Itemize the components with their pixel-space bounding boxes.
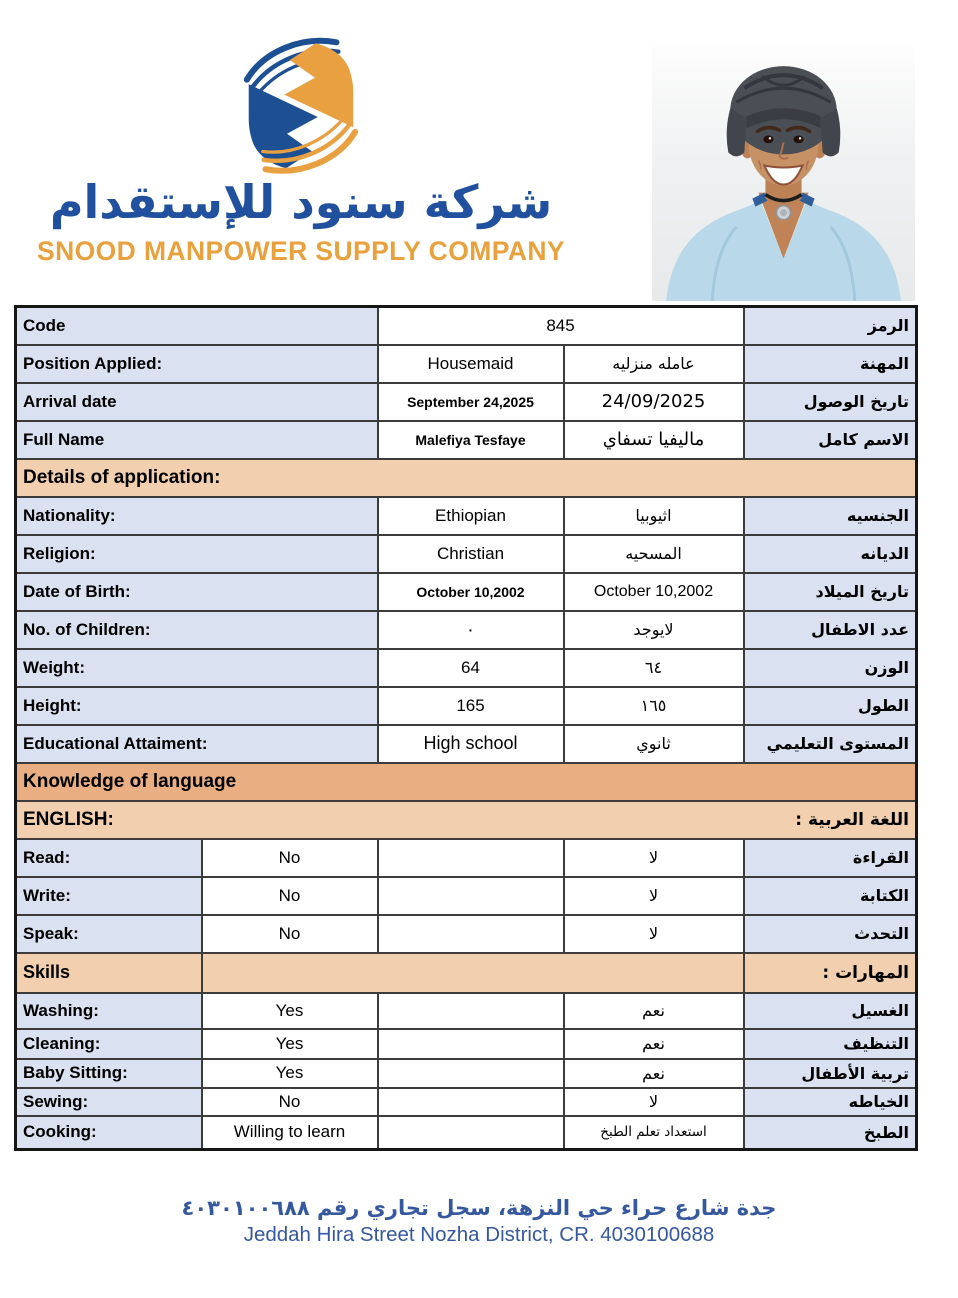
company-name-english: SNOOD MANPOWER SUPPLY COMPANY xyxy=(37,235,565,266)
field-label-ar: الوزن xyxy=(744,649,917,687)
field-label-ar: الغسيل xyxy=(744,993,917,1029)
table-row xyxy=(16,307,917,345)
applicant-photo xyxy=(652,46,915,301)
field-value-en: ٠ xyxy=(378,611,564,649)
field-value-ar: نعم xyxy=(564,993,744,1029)
field-value-ar: لايوجد xyxy=(564,611,744,649)
field-label-ar: الديانه xyxy=(744,535,917,573)
field-label-ar: المهنة xyxy=(744,345,917,383)
field-label: Full Name xyxy=(16,421,378,459)
field-value-en: Yes xyxy=(202,993,378,1029)
table-row xyxy=(16,1059,917,1088)
field-label-ar: التنظيف xyxy=(744,1029,917,1059)
applicant-details-table xyxy=(14,305,918,1151)
field-label: Height: xyxy=(16,687,378,725)
field-label: No. of Children: xyxy=(16,611,378,649)
section-row xyxy=(16,763,917,801)
field-value-en: Malefiya Tesfaye xyxy=(378,421,564,459)
table-row xyxy=(16,383,917,421)
empty-cell xyxy=(378,1029,564,1059)
field-label: Code xyxy=(16,307,378,345)
field-value-en: Willing to learn xyxy=(202,1116,378,1150)
table-row xyxy=(16,993,917,1029)
table-row xyxy=(16,345,917,383)
table-row xyxy=(16,535,917,573)
skills-header-ar: المهارات : xyxy=(744,953,917,993)
empty-cell xyxy=(378,1088,564,1116)
field-value-en: Ethiopian xyxy=(378,497,564,535)
field-value-ar: اثيوبيا xyxy=(564,497,744,535)
skills-header-spacer xyxy=(202,953,744,993)
table-row xyxy=(16,497,917,535)
field-label: Speak: xyxy=(16,915,202,953)
footer-address-english: Jeddah Hira Street Nozha District, CR. 4030100688 xyxy=(243,1223,715,1246)
field-value-ar: استعداد تعلم الطبخ xyxy=(564,1116,744,1150)
table-row xyxy=(16,1029,917,1059)
field-value-ar: ماليفيا تسفاي xyxy=(564,421,744,459)
field-label: Weight: xyxy=(16,649,378,687)
field-value-ar: ٦٤ xyxy=(564,649,744,687)
field-value-ar: 24/09/2025 xyxy=(564,383,744,421)
section-row xyxy=(16,953,917,993)
field-value-en: Housemaid xyxy=(378,345,564,383)
field-value: 845 xyxy=(378,307,744,345)
field-label: Position Applied: xyxy=(16,345,378,383)
field-value-ar: لا xyxy=(564,877,744,915)
field-label: Sewing: xyxy=(16,1088,202,1116)
field-value-ar: عامله منزليه xyxy=(564,345,744,383)
field-value-ar: المسحيه xyxy=(564,535,744,573)
field-value-ar: لا xyxy=(564,1088,744,1116)
field-label: Baby Sitting: xyxy=(16,1059,202,1088)
field-label: Cleaning: xyxy=(16,1029,202,1059)
empty-cell xyxy=(378,839,564,877)
field-value-en: October 10,2002 xyxy=(378,573,564,611)
field-value-en: No xyxy=(202,915,378,953)
table-row xyxy=(16,687,917,725)
field-label-ar: الطول xyxy=(744,687,917,725)
field-value-en: Christian xyxy=(378,535,564,573)
field-label: Write: xyxy=(16,877,202,915)
field-label: Washing: xyxy=(16,993,202,1029)
field-value-ar: لا xyxy=(564,915,744,953)
empty-cell xyxy=(378,1059,564,1088)
field-label-ar: الكتابة xyxy=(744,877,917,915)
field-value-en: High school xyxy=(378,725,564,763)
field-value-en: 165 xyxy=(378,687,564,725)
table-row xyxy=(16,725,917,763)
field-value-ar: ثانوي xyxy=(564,725,744,763)
field-label-ar: تاريخ الميلاد xyxy=(744,573,917,611)
company-header xyxy=(18,30,584,267)
field-label-ar: الرمز xyxy=(744,307,917,345)
table-row xyxy=(16,839,917,877)
table-row xyxy=(16,611,917,649)
field-value-en: No xyxy=(202,839,378,877)
language-label-en: ENGLISH: xyxy=(23,808,114,830)
table-row xyxy=(16,1116,917,1150)
field-value-en: September 24,2025 xyxy=(378,383,564,421)
field-label-ar: الخياطه xyxy=(744,1088,917,1116)
empty-cell xyxy=(378,993,564,1029)
field-value-en: 64 xyxy=(378,649,564,687)
table-row xyxy=(16,1088,917,1116)
company-address-footer xyxy=(0,1196,958,1247)
field-label-ar: تربية الأطفال xyxy=(744,1059,917,1088)
field-value-ar: نعم xyxy=(564,1059,744,1088)
field-label: Nationality: xyxy=(16,497,378,535)
section-row xyxy=(16,459,917,497)
language-label-ar: اللغة العربية : xyxy=(795,809,909,830)
section-row xyxy=(16,801,917,839)
field-value-en: No xyxy=(202,877,378,915)
field-value-ar: نعم xyxy=(564,1029,744,1059)
table-row xyxy=(16,877,917,915)
field-label: Cooking: xyxy=(16,1116,202,1150)
skills-header-en: Skills xyxy=(16,953,202,993)
empty-cell xyxy=(378,1116,564,1150)
language-section-header xyxy=(16,801,917,839)
field-label-ar: عدد الاطفال xyxy=(744,611,917,649)
company-name-arabic: شركة سنود للإستقدام xyxy=(49,175,553,229)
field-value-en: No xyxy=(202,1088,378,1116)
company-logo-icon xyxy=(231,30,371,175)
field-label-ar: الطبخ xyxy=(744,1116,917,1150)
field-label-ar: الاسم كامل xyxy=(744,421,917,459)
field-label: Read: xyxy=(16,839,202,877)
field-label-ar: تاريخ الوصول xyxy=(744,383,917,421)
field-label: Educational Attaiment: xyxy=(16,725,378,763)
field-label-ar: الجنسيه xyxy=(744,497,917,535)
table-row xyxy=(16,915,917,953)
footer-address-arabic: جدة شارع حراء حي النزهة، سجل تجاري رقم ٤٠٣٠١٠٠٦٨٨ xyxy=(181,1196,777,1220)
empty-cell xyxy=(378,915,564,953)
field-label: Date of Birth: xyxy=(16,573,378,611)
field-value-ar: October 10,2002 xyxy=(564,573,744,611)
field-label-ar: القراءة xyxy=(744,839,917,877)
field-label: Religion: xyxy=(16,535,378,573)
table-row xyxy=(16,649,917,687)
field-value-en: Yes xyxy=(202,1059,378,1088)
field-value-ar: لا xyxy=(564,839,744,877)
field-label: Arrival date xyxy=(16,383,378,421)
field-value-ar: ١٦٥ xyxy=(564,687,744,725)
field-value-en: Yes xyxy=(202,1029,378,1059)
empty-cell xyxy=(378,877,564,915)
section-header: Details of application: xyxy=(16,459,917,497)
table-row xyxy=(16,573,917,611)
section-header: Knowledge of language xyxy=(16,763,917,801)
field-label-ar: التحدث xyxy=(744,915,917,953)
field-label-ar: المستوى التعليمي xyxy=(744,725,917,763)
table-row xyxy=(16,421,917,459)
